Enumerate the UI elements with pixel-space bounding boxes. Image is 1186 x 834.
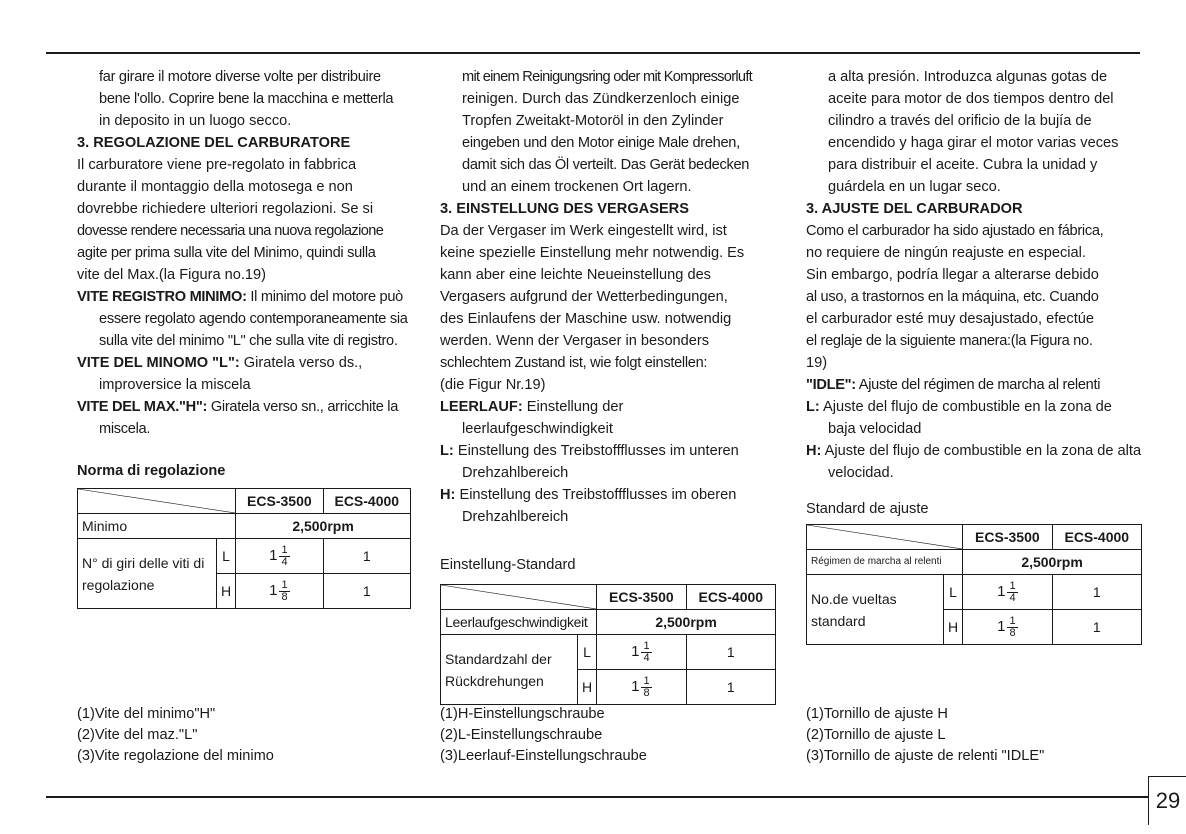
intro-line: damit sich das Öl verteilt. Das Gerät bedecken — [462, 157, 750, 173]
screw-h: H — [578, 670, 597, 705]
item-label: VITE REGISTRO MINIMO: — [77, 289, 247, 305]
item-text: Ajuste del flujo de combustible en la zona de baja velocidad — [819, 399, 1112, 437]
legend-item: (1)Tornillo de ajuste H — [806, 706, 948, 722]
body-line: Sin embargo, podría llegar a alterarse debido — [806, 267, 1099, 283]
intro-line: aceite para motor de dos tiempos dentro del — [828, 91, 1114, 107]
idle-label: Régimen de marcha al relenti — [807, 550, 963, 575]
item-label: L: — [806, 399, 820, 415]
item-high — [77, 396, 409, 440]
body-line: el carburador esté muy desajustado, efectúe — [806, 311, 1094, 327]
l-4000: 1 — [1052, 575, 1141, 610]
legend-item: (3)Vite regolazione del minimo — [77, 748, 274, 764]
item-idle — [440, 396, 775, 440]
legend-spanish — [806, 704, 1044, 767]
body-line: werden. Wenn der Vergaser in besonders — [440, 333, 710, 349]
intro-line: Tropfen Zweitakt-Motoröl in den Zylinder — [462, 113, 724, 129]
intro-line: eingeben und den Motor einige Male drehen, — [462, 135, 740, 151]
item-text: Einstellung des Treibstoffflusses im oberen Drehzahlbereich — [455, 487, 737, 525]
intro-line: a alta presión. Introduzca algunas gotas de — [828, 69, 1108, 85]
col-header: ECS-3500 — [236, 489, 323, 514]
item-text: Giratela verso ds., improversice la miscela — [99, 355, 363, 393]
body-line: Da der Vergaser im Werk eingestellt wird, ist — [440, 223, 727, 239]
item-text: Il minimo del motore può essere regolato agendo contemporaneamente sia sulla vite del minimo "L" che sulla vite di registro. — [99, 289, 408, 349]
intro-line: para distribuir el aceite. Cubra la unidad y — [828, 157, 1098, 173]
intro-line: in deposito in un luogo secco. — [99, 113, 292, 129]
h-3500: 1 1 8 — [236, 574, 323, 609]
item-text: Einstellung der leerlaufgeschwindigkeit — [462, 399, 624, 437]
legend-item: (2)Tornillo de ajuste L — [806, 727, 946, 743]
l-3500: 1 1 4 — [963, 575, 1052, 610]
item-label: VITE DEL MINOMO "L": — [77, 355, 240, 371]
item-text: Einstellung des Treibstoffflusses im unteren Drehzahlbereich — [453, 443, 739, 481]
col-header: ECS-3500 — [963, 525, 1052, 550]
body-line: al uso, a trastornos en la máquina, etc. Cuando — [806, 289, 1099, 305]
body-line: no requiere de ningún reajuste en especial. — [806, 245, 1086, 261]
item-high — [440, 484, 775, 528]
legend-item: (1)H-Einstellungschraube — [440, 706, 605, 722]
screw-h: H — [944, 610, 963, 645]
item-high — [806, 440, 1142, 484]
item-text: Giratela verso sn., arricchite la miscela. — [99, 399, 399, 437]
h-4000: 1 — [686, 670, 775, 705]
body-line: el reglaje de la siguiente manera:(la Figura no. — [806, 333, 1093, 349]
section-heading: 3. AJUSTE DEL CARBURADOR — [806, 201, 1023, 217]
body-line: kann aber eine leichte Neueinstellung des — [440, 267, 711, 283]
turns-label: No.de vueltas standard — [807, 575, 944, 645]
legend-item: (3)Tornillo de ajuste de relenti "IDLE" — [806, 748, 1045, 764]
body-line: 19) — [806, 355, 828, 371]
column-spanish — [806, 66, 1142, 645]
table-title: Norma di regolazione — [77, 463, 226, 479]
screw-l: L — [944, 575, 963, 610]
col-header: ECS-4000 — [1052, 525, 1141, 550]
body-line: Vergasers aufgrund der Wetterbedingungen, — [440, 289, 728, 305]
body-line: keine spezielle Einstellung mehr notwendig. Es — [440, 245, 745, 261]
item-idle — [77, 286, 409, 352]
column-german — [440, 66, 775, 705]
item-label: VITE DEL MAX."H": — [77, 399, 208, 415]
h-4000: 1 — [323, 574, 410, 609]
intro-line: guárdela en un lugar seco. — [828, 179, 1001, 195]
intro-line: cilindro a través del orificio de la bujía de — [828, 113, 1092, 129]
intro-line: bene l'ollo. Coprire bene la macchina e metterla — [99, 91, 394, 107]
item-low — [806, 396, 1142, 440]
col-header: ECS-3500 — [597, 585, 686, 610]
body-line: Como el carburador ha sido ajustado en fábrica, — [806, 223, 1104, 239]
body-line: dovrebbe richiedere ulteriori regolazioni. Se si — [77, 201, 374, 217]
diagonal-header-cell — [78, 489, 236, 514]
diagonal-header-cell — [441, 585, 597, 610]
screw-l: L — [217, 539, 236, 574]
settings-table — [806, 524, 1142, 645]
idle-rpm: 2,500rpm — [236, 514, 411, 539]
legend-italian — [77, 704, 274, 767]
item-low — [77, 352, 409, 396]
body-line: vite del Max.(la Figura no.19) — [77, 267, 266, 283]
intro-line: reinigen. Durch das Zündkerzenloch einige — [462, 91, 740, 107]
idle-label: Minimo — [78, 514, 236, 539]
item-low — [440, 440, 775, 484]
intro-line: encendido y haga girar el motor varias veces — [828, 135, 1119, 151]
col-header: ECS-4000 — [323, 489, 410, 514]
h-3500: 1 1 8 — [963, 610, 1052, 645]
bottom-rule — [46, 796, 1148, 798]
item-label: H: — [806, 443, 822, 459]
legend-item: (2)Vite del maz."L" — [77, 727, 198, 743]
body-line: durante il montaggio della motosega e non — [77, 179, 353, 195]
page-number: 29 — [1148, 776, 1186, 825]
turns-label: Standardzahl der Rückdrehungen — [441, 635, 578, 705]
intro-line: und an einem trockenen Ort lagern. — [462, 179, 692, 195]
idle-label: Leerlaufgeschwindigkeit — [441, 610, 597, 635]
legend-item: (1)Vite del minimo"H" — [77, 706, 216, 722]
intro-line: far girare il motore diverse volte per distribuire — [99, 69, 381, 85]
l-4000: 1 — [323, 539, 410, 574]
item-text: Ajuste del régimen de marcha al relenti — [855, 377, 1101, 393]
legend-item: (2)L-Einstellungschraube — [440, 727, 603, 743]
h-4000: 1 — [1052, 610, 1141, 645]
h-3500: 1 1 8 — [597, 670, 686, 705]
l-4000: 1 — [686, 635, 775, 670]
l-3500: 1 1 4 — [597, 635, 686, 670]
body-line: agite per prima sulla vite del Minimo, quindi sulla — [77, 245, 376, 261]
settings-table — [440, 584, 776, 705]
col-header: ECS-4000 — [686, 585, 775, 610]
item-label: LEERLAUF: — [440, 399, 523, 415]
table-title: Standard de ajuste — [806, 501, 929, 517]
body-line: Il carburatore viene pre-regolato in fabbrica — [77, 157, 357, 173]
item-label: "IDLE": — [806, 377, 856, 393]
section-heading: 3. REGOLAZIONE DEL CARBURATORE — [77, 135, 351, 151]
diagonal-header-cell — [807, 525, 963, 550]
table-title: Einstellung-Standard — [440, 557, 576, 573]
body-line: des Einlaufens der Maschine usw. notwendig — [440, 311, 732, 327]
item-label: H: — [440, 487, 456, 503]
idle-rpm: 2,500rpm — [963, 550, 1142, 575]
item-label: L: — [440, 443, 454, 459]
body-line: (die Figur Nr.19) — [440, 377, 546, 393]
legend-german — [440, 704, 647, 767]
body-line: dovesse rendere necessaria una nuova regolazione — [77, 223, 384, 239]
top-rule — [46, 52, 1140, 54]
turns-label: N° di giri delle viti di regolazione — [78, 539, 217, 609]
screw-h: H — [217, 574, 236, 609]
item-text: Ajuste del flujo de combustible en la zona de alta velocidad. — [821, 443, 1142, 481]
legend-item: (3)Leerlauf-Einstellungschraube — [440, 748, 647, 764]
section-heading: 3. EINSTELLUNG DES VERGASERS — [440, 201, 689, 217]
settings-table — [77, 488, 411, 609]
column-italian — [77, 66, 409, 609]
intro-line: mit einem Reinigungsring oder mit Kompressorluft — [462, 69, 753, 85]
item-idle — [806, 374, 1142, 396]
body-line: schlechtem Zustand ist, wie folgt einstellen: — [440, 355, 708, 371]
idle-rpm: 2,500rpm — [597, 610, 776, 635]
l-3500: 1 1 4 — [236, 539, 323, 574]
screw-l: L — [578, 635, 597, 670]
